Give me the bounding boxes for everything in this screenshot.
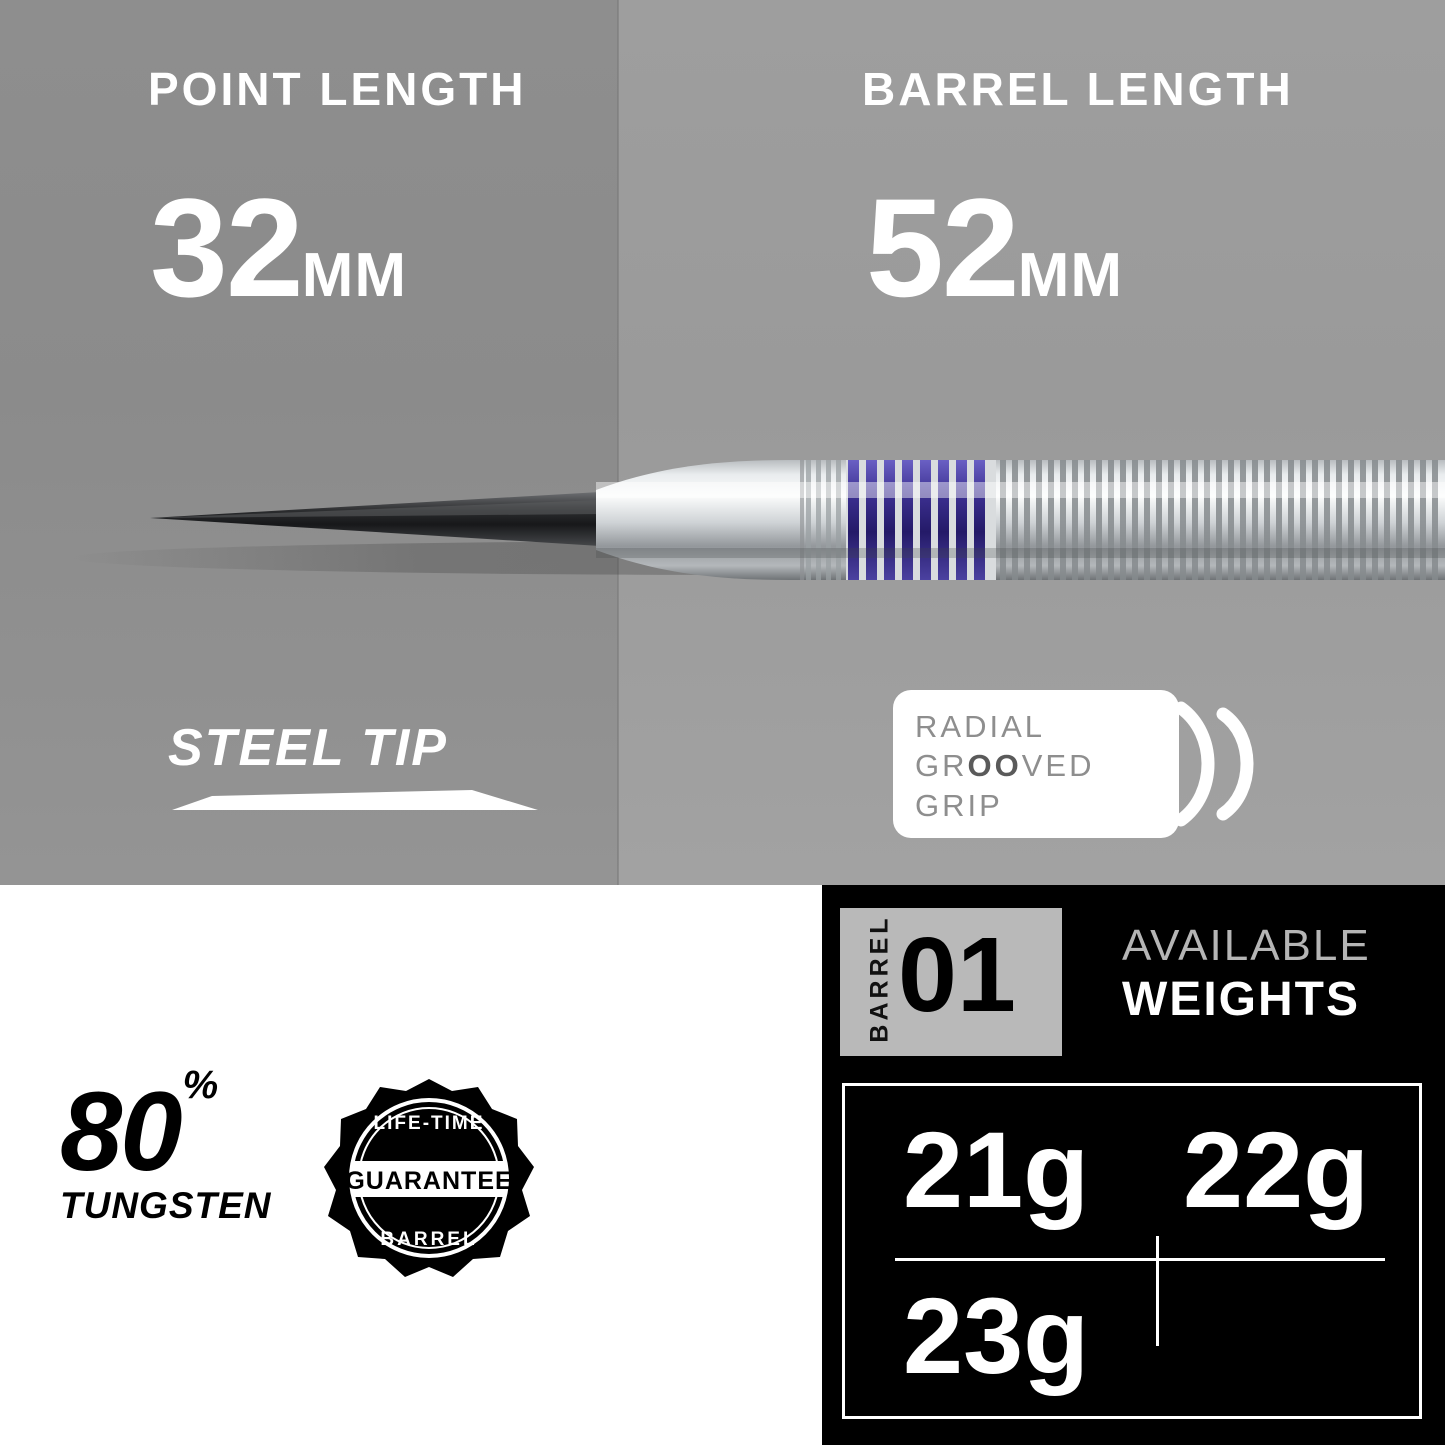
barrel-chip: [840, 908, 1062, 1056]
weight-option-3: 23g: [903, 1275, 1090, 1396]
point-length-header: POINT LENGTH: [148, 63, 527, 115]
barrel-chip-number: 01: [898, 916, 1016, 1034]
grip-line-2: [915, 746, 1094, 785]
grip-line-3: GRIP: [915, 787, 1003, 823]
tungsten-label: TUNGSTEN: [60, 1185, 272, 1227]
radial-grooved-grip-badge: [893, 690, 1273, 838]
tungsten-number-row: [60, 1062, 272, 1194]
steel-tip-label: STEEL TIP: [168, 719, 448, 777]
tungsten-number: 80: [60, 1069, 181, 1194]
steel-tip-underline-icon: [172, 790, 538, 812]
weight-option-2: 22g: [1183, 1109, 1370, 1230]
tungsten-percent: %: [182, 1062, 217, 1107]
weight-option-1: 21g: [903, 1109, 1090, 1230]
lifetime-guarantee-seal-icon: [322, 1077, 536, 1291]
grip-line-2-bold: OO: [967, 748, 1022, 784]
barrel-length-number: 52: [866, 169, 1018, 326]
grip-waves-icon: [1133, 698, 1273, 830]
svg-text:BARREL: BARREL: [380, 1229, 478, 1250]
dart-illustration: [0, 430, 1445, 630]
grip-badge-text: [915, 707, 1094, 825]
point-length-value: [150, 169, 408, 326]
point-length-unit: MM: [301, 241, 408, 310]
available-weights-heading: [1122, 920, 1371, 1029]
grip-line-2-pre: GR: [915, 748, 968, 784]
svg-text:LIFE-TIME: LIFE-TIME: [373, 1113, 485, 1134]
point-length-number: 32: [150, 169, 302, 326]
barrel-length-header: BARREL LENGTH: [862, 63, 1294, 115]
grip-line-2-post: VED: [1021, 748, 1095, 784]
barrel-chip-word: BARREL: [865, 914, 894, 1043]
weights-grid: [845, 1086, 1419, 1416]
bottom-left-panel: [0, 885, 822, 1445]
grip-line-1: RADIAL: [915, 709, 1045, 744]
weights-divider-horizontal: [895, 1258, 1385, 1261]
barrel-length-value: [866, 169, 1124, 326]
weights-box: [842, 1083, 1422, 1419]
weights-divider-vertical: [1156, 1236, 1159, 1346]
available-line-1: AVAILABLE: [1122, 921, 1371, 970]
svg-text:GUARANTEE: GUARANTEE: [345, 1167, 513, 1195]
available-line-2: WEIGHTS: [1122, 972, 1360, 1026]
tungsten-block: [60, 1062, 272, 1227]
barrel-length-unit: MM: [1017, 241, 1124, 310]
